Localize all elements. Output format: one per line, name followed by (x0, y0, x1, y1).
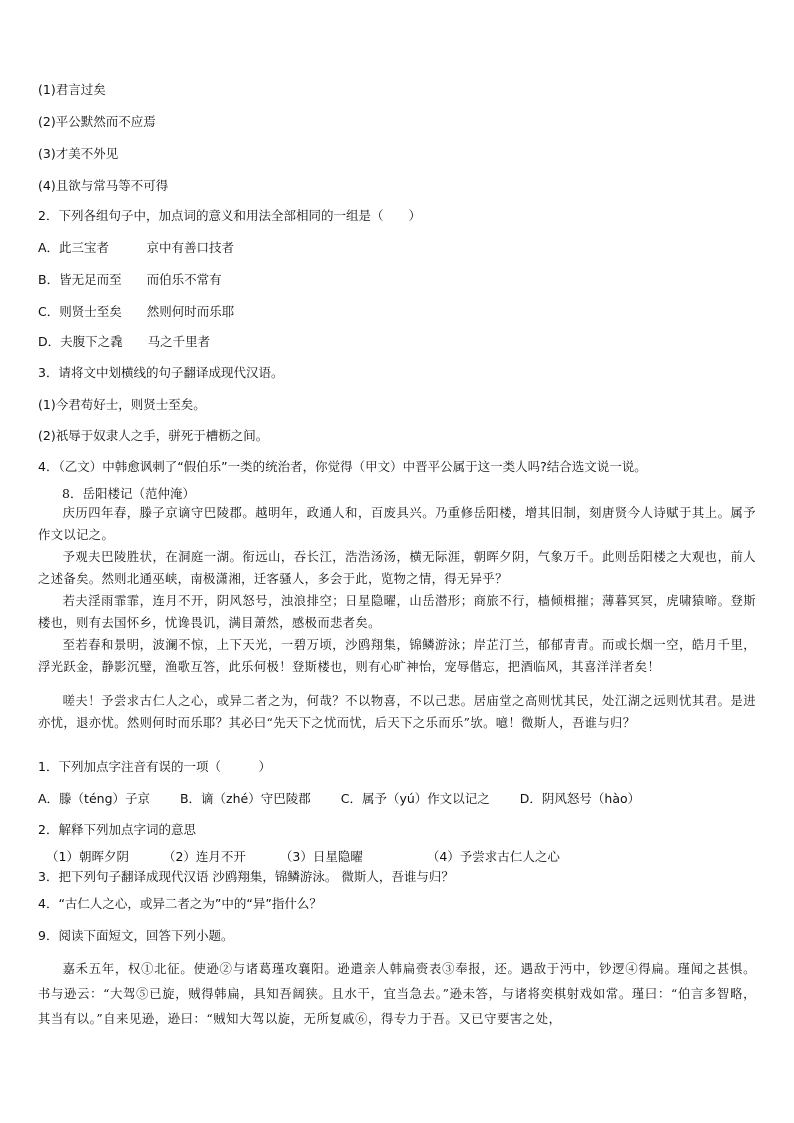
question-9-stem: 9．阅读下面短文，回答下列小题。 (38, 928, 234, 943)
question-4-stem: 4．（乙文）中韩愈讽刺了“假伯乐”一类的统治者，你觉得（甲文）中晋平公属于这一类人吗?结合选文说一说。 (38, 459, 647, 474)
passage-8-question-3-stem: 3．把下列句子翻译成现代汉语 沙鸥翔集，锦鳞游泳。 微斯人，吾谁与归？ (38, 869, 454, 884)
option-a: A．滕（téng）子京 (38, 791, 150, 806)
passage-8-paragraph-5: 嗟夫！予尝求古仁人之心，或异二者之为，何哉？不以物喜，不以己悲。居庙堂之高则忧其民，处江湖之远则忧其君。是进亦忧，退亦忧。然则何时而乐耶？其必曰“先天下之忧而忧，后天下之乐而乐”欤。噫！微斯人，吾谁与归？ (38, 694, 756, 730)
item-2: （2）连月不开 (162, 849, 246, 864)
question-2-option-c: C．则贤士至矣 然则何时而乐耶 (38, 304, 235, 319)
question-3-stem: 3．请将文中划横线的句子翻译成现代汉语。 (38, 365, 284, 380)
item-1: （1）朝晖夕阴 (46, 849, 129, 864)
passage-8-question-1-stem: 1．下列加点字注音有误的一项（ ） (38, 759, 271, 774)
item-4: （4）予尝求古仁人之心 (426, 849, 560, 864)
option-b: B．谪（zhé）守巴陵郡 (179, 791, 311, 806)
passage-8-paragraph-4: 至若春和景明，波澜不惊，上下天光，一碧万顷，沙鸥翔集，锦鳞游泳；岸芷汀兰，郁郁青青。而或长烟一空，皓月千里，浮光跃金，静影沉璧，渔歌互答，此乐何极！登斯楼也，则有心旷神怡，宠辱偕忘，把酒临风，其喜洋洋者矣！ (38, 638, 756, 674)
option-d: D．阴风怒号（hào） (519, 791, 641, 806)
question-3-item-2: (2)祇辱于奴隶人之手，骈死于槽枥之间。 (38, 428, 269, 443)
question-2-option-d: D．夫腹下之毳 马之千里者 (38, 334, 211, 349)
answer-item-2: (2)平公默然而不应焉 (38, 114, 156, 129)
answer-item-1: (1)君言过矣 (38, 82, 106, 97)
question-3-item-1: (1)今君苟好士，则贤士至矣。 (38, 397, 206, 412)
passage-8-question-4-stem: 4．“古仁人之心，或异二者之为”中的“异”指什么？ (38, 896, 322, 911)
answer-item-3: (3)才美不外见 (38, 146, 119, 161)
question-2-stem: 2．下列各组句子中，加点词的意义和用法全部相同的一组是（ ） (38, 208, 421, 223)
question-2-option-a: A．此三宝者 京中有善口技者 (38, 240, 235, 255)
passage-8-title: 8．岳阳楼记（范仲淹） (62, 486, 195, 501)
passage-8-paragraph-2: 予观夫巴陵胜状，在洞庭一湖。衔远山，吞长江，浩浩汤汤，横无际涯，朝晖夕阴，气象万千。此则岳阳楼之大观也，前人之述备矣。然则北通巫峡，南极潇湘，迁客骚人，多会于此，览物之情，得无异乎？ (38, 550, 756, 586)
passage-8-question-2-stem: 2．解释下列加点字词的意思 (38, 822, 196, 837)
question-9-paragraph: 嘉禾五年，权①北征。使逊②与诸葛瑾攻襄阳。逊遣亲人韩扁赍表③奉报，还。遇敌于沔中，钞逻④得扁。瑾闻之甚惧。书与逊云：“大驾⑤已旋，贼得韩扁，具知吾阔狭。且水干，宜当急去。”逊未答，与诸将奕棋射戏如常。瑾曰：“伯言多智略，其当有以。”自来见逊，逊曰：“贼知大驾以旋，无所复戚⑥，得专力于吾。又已守要害之处， (38, 962, 756, 1026)
answer-item-4: (4)且欲与常马等不可得 (38, 178, 169, 193)
passage-8-question-1-options (38, 791, 756, 807)
item-3: （3）日星隐曜 (279, 849, 363, 864)
option-c: C．属予（yú）作文以记之 (340, 791, 490, 806)
passage-8-paragraph-1: 庆历四年春，滕子京谪守巴陵郡。越明年，政通人和，百废具兴。乃重修岳阳楼，增其旧制，刻唐贤今人诗赋于其上。属予作文以记之。 (38, 506, 756, 542)
question-2-option-b: B．皆无足而至 而伯乐不常有 (38, 272, 222, 287)
passage-8-paragraph-3: 若夫淫雨霏霏，连月不开，阴风怒号，浊浪排空；日星隐曜，山岳潜形；商旅不行，樯倾楫摧；薄暮冥冥，虎啸猿啼。登斯楼也，则有去国怀乡，忧谗畏讥，满目萧然，感极而悲者矣。 (38, 594, 756, 630)
passage-8-question-2-items (46, 849, 756, 865)
